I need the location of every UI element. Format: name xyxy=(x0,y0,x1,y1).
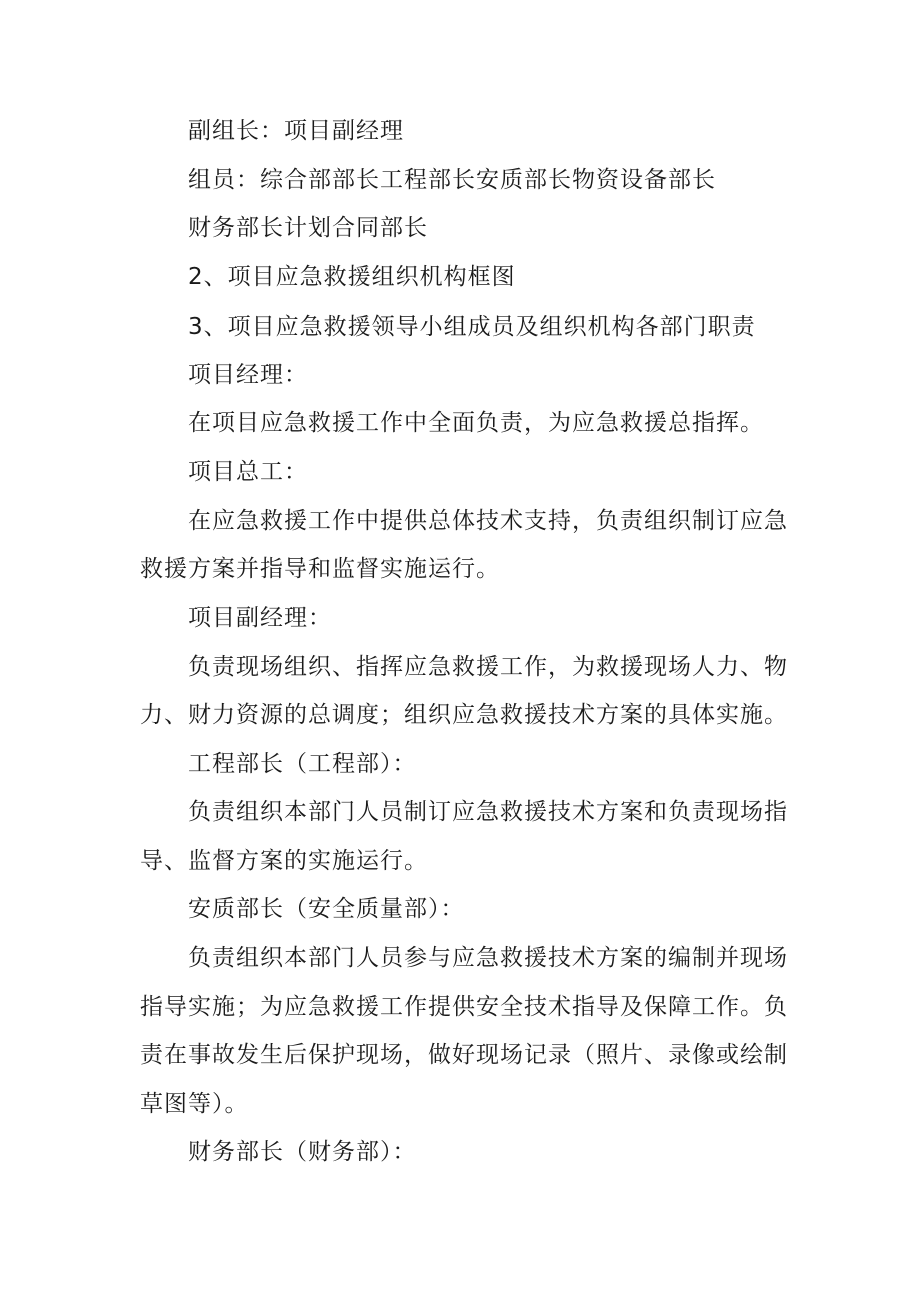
role-heading: 安质部长（安全质量部）： xyxy=(188,896,465,922)
text-line: 责在事故发生后保护现场，做好现场记录（照片、录像或绘制 xyxy=(140,1042,788,1068)
text-line: 救援方案并指导和监督实施运行。 xyxy=(140,556,500,582)
text-line: 负责组织本部门人员制订应急救援技术方案和负责现场指 xyxy=(188,799,788,825)
role-heading: 项目总工： xyxy=(188,459,308,485)
role-heading: 项目经理： xyxy=(188,362,308,388)
role-heading: 项目副经理： xyxy=(188,605,332,631)
text-line: 在项目应急救援工作中全面负责，为应急救援总指挥。 xyxy=(188,410,764,436)
role-heading: 工程部长（工程部）： xyxy=(188,751,417,777)
section-heading: 2、项目应急救援组织机构框图 xyxy=(188,264,516,290)
role-heading: 财务部长（财务部）： xyxy=(188,1139,417,1165)
text-line: 在应急救援工作中提供总体技术支持，负责组织制订应急 xyxy=(188,508,788,534)
text-line: 指导实施；为应急救援工作提供安全技术指导及保障工作。负 xyxy=(140,994,788,1020)
text-line: 力、财力资源的总调度；组织应急救援技术方案的具体实施。 xyxy=(140,702,788,728)
text-line: 草图等）。 xyxy=(140,1091,249,1117)
text-line: 副组长：项目副经理 xyxy=(188,118,404,144)
text-line: 负责现场组织、指挥应急救援工作，为救援现场人力、物 xyxy=(188,654,788,680)
section-heading: 3、项目应急救援领导小组成员及组织机构各部门职责 xyxy=(188,314,756,340)
text-line: 财务部长计划合同部长 xyxy=(188,215,428,241)
text-line: 导、监督方案的实施运行。 xyxy=(140,848,428,874)
text-line: 组员：综合部部长工程部长安质部长物资设备部长 xyxy=(188,167,716,193)
text-line: 负责组织本部门人员参与应急救援技术方案的编制并现场 xyxy=(188,945,788,971)
